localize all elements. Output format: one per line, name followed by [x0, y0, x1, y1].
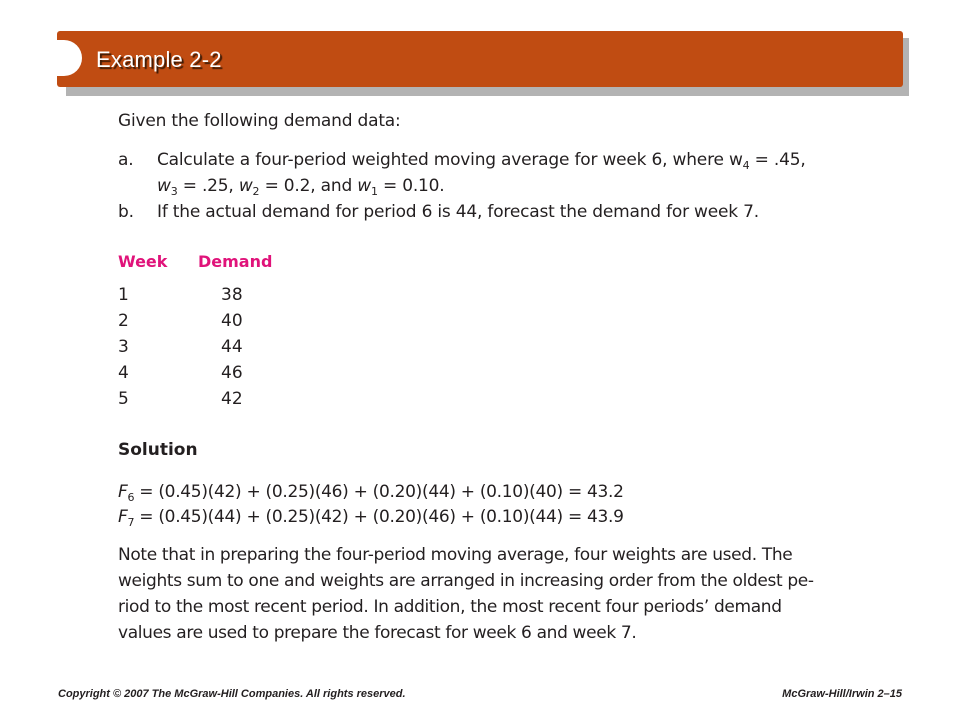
solution-note: [118, 542, 843, 646]
table-cell-demand: 38: [221, 285, 243, 305]
table-cell-week: 3: [118, 337, 129, 357]
table-cell-demand: 44: [221, 337, 243, 357]
table-cell-week: 1: [118, 285, 129, 305]
note-line: values are used to prepare the forecast for week 6 and week 7.: [118, 623, 637, 643]
equation-f7: $F_7 = (0.45)(44) + (0.25)(42) + (0.20)(46) + (0.10)(44) = 43.9$: [118, 507, 624, 529]
table-header-demand: Demand: [198, 252, 273, 271]
table-cell-week: 2: [118, 311, 129, 331]
table-cell-week: 5: [118, 389, 129, 409]
part-b-text: If the actual demand for period 6 is 44, forecast the demand for week 7.: [157, 202, 759, 222]
table-cell-week: 4: [118, 363, 129, 383]
part-a-label: a.: [118, 150, 134, 170]
slide-title: Example 2-2: [96, 47, 222, 72]
note-line: Note that in preparing the four-period moving average, four weights are used. The: [118, 545, 793, 565]
footer-page-number: McGraw-Hill/Irwin 2–15: [782, 688, 902, 700]
solution-heading: Solution: [118, 440, 198, 460]
table-cell-demand: 46: [221, 363, 243, 383]
table-cell-demand: 42: [221, 389, 243, 409]
problem-intro: Given the following demand data:: [118, 111, 401, 131]
note-line: riod to the most recent period. In addition, the most recent four periods’ demand: [118, 597, 782, 617]
part-b-label: b.: [118, 202, 134, 222]
part-a-line-1: Calculate a four-period weighted moving average for week 6, where $w_4 = .45$,: [157, 150, 806, 172]
footer-copyright: Copyright © 2007 The McGraw-Hill Companies. All rights reserved.: [58, 688, 406, 700]
note-line: weights sum to one and weights are arranged in increasing order from the oldest pe-: [118, 571, 814, 591]
table-cell-demand: 40: [221, 311, 243, 331]
equation-f6: $F_6 = (0.45)(42) + (0.25)(46) + (0.20)(44) + (0.10)(40) = 43.2$: [118, 482, 624, 504]
part-a-line-2: $w_3 = .25$, $w_2 = 0.2$, and $w_1 = 0.10$.: [157, 176, 445, 198]
table-header-week: Week: [118, 252, 168, 271]
